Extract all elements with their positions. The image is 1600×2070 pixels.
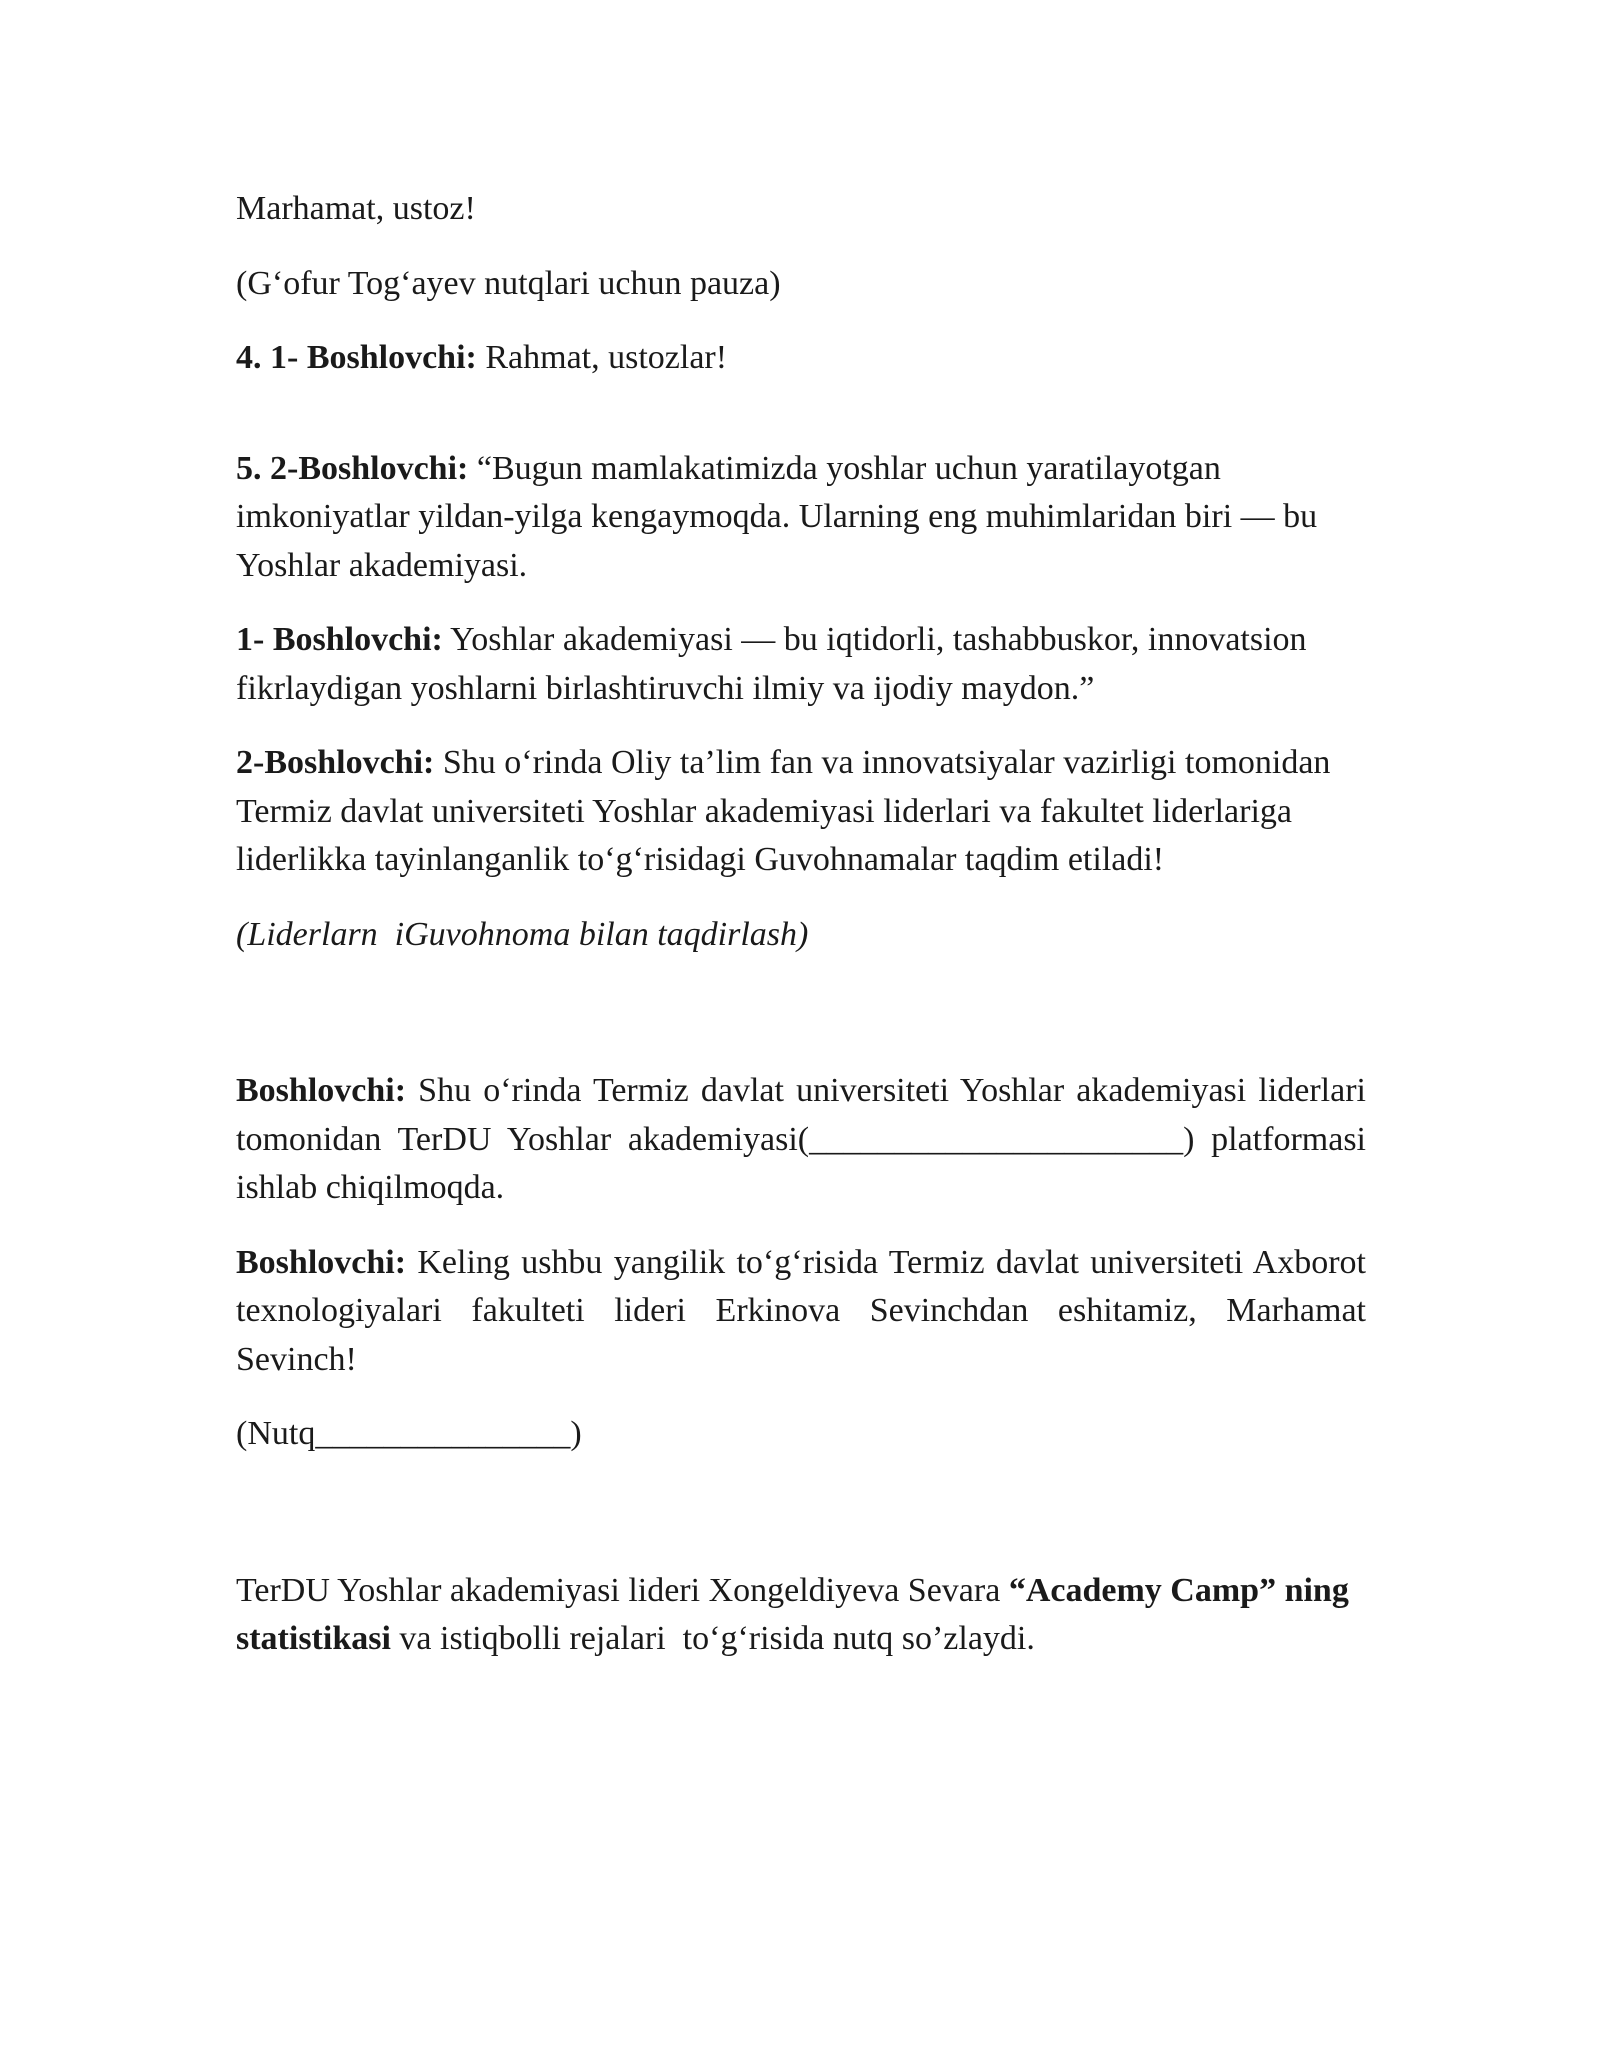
paragraph-pause-note: (G‘ofur Tog‘ayev nutqlari uchun pauza) bbox=[236, 264, 781, 302]
paragraph-speech-placeholder: (Nutq_______________) bbox=[236, 1415, 582, 1452]
speaker-label: 1- Boshlovchi: bbox=[236, 621, 443, 658]
document-page bbox=[236, 185, 1366, 1690]
highlighted-topic: “Academy Camp” ning statistikasi bbox=[236, 1571, 1349, 1657]
speech-text: Keling ushbu yangilik to‘g‘risida Termiz davlat universiteti Axborot texnologiyalari fakulteti lideri Erkinova Sevinchdan eshitamiz, Marhamat Sevinch! bbox=[236, 1243, 1366, 1378]
speech-text: Shu o‘rinda Termiz davlat universiteti Yoshlar akademiyasi liderlari tomonidan TerDU Yoshlar akademiyasi(______________________) platformasi ishlab chiqilmoqda. bbox=[236, 1072, 1366, 1206]
speech-text: “Bugun mamlakatimizda yoshlar uchun yaratilayotgan imkoniyatlar yildan-yilga kengaymoqda. Ularning eng muhimlaridan biri — bu Yoshlar akademiyasi. bbox=[236, 449, 1318, 584]
paragraph-host2-intro bbox=[236, 445, 1366, 591]
speech-text-after: va istiqbolli rejalari to‘g‘risida nutq so’zlaydi. bbox=[390, 1620, 1035, 1657]
speech-text-before: TerDU Yoshlar akademiyasi lideri Xongeldiyeva Sevara bbox=[236, 1571, 1009, 1609]
paragraph-host1-academy bbox=[236, 616, 1366, 713]
paragraph-host-platform bbox=[236, 1067, 1366, 1213]
speech-text: Rahmat, ustozlar! bbox=[476, 339, 728, 376]
speaker-label: 2-Boshlovchi: bbox=[236, 744, 435, 781]
paragraph-academy-camp bbox=[236, 1567, 1366, 1664]
paragraph-host2-certificates bbox=[236, 739, 1366, 885]
paragraph-host-news bbox=[236, 1239, 1366, 1385]
speaker-label: Boshlovchi: bbox=[236, 1072, 407, 1109]
paragraph-award-note: (Liderlarn iGuvohnoma bilan taqdirlash) bbox=[236, 915, 809, 953]
speech-text: Shu o‘rinda Oliy ta’lim fan va innovatsiyalar vazirligi tomonidan Termiz davlat universiteti Yoshlar akademiyasi liderlari va fakultet liderlariga liderlikka tayinlanganlik to‘g‘risidagi Guvohnamalar taqdim etiladi! bbox=[236, 744, 1331, 878]
paragraph-host1-thanks bbox=[236, 334, 1366, 383]
paragraph-invitation: Marhamat, ustoz! bbox=[236, 190, 476, 227]
speech-text: Yoshlar akademiyasi — bu iqtidorli, tashabbuskor, innovatsion fikrlaydigan yoshlarni birlashtiruvchi ilmiy va ijodiy maydon.” bbox=[236, 621, 1307, 707]
speaker-label: Boshlovchi: bbox=[236, 1243, 407, 1281]
speaker-label: 5. 2-Boshlovchi: bbox=[236, 449, 469, 487]
speaker-label: 4. 1- Boshlovchi: bbox=[236, 339, 477, 376]
